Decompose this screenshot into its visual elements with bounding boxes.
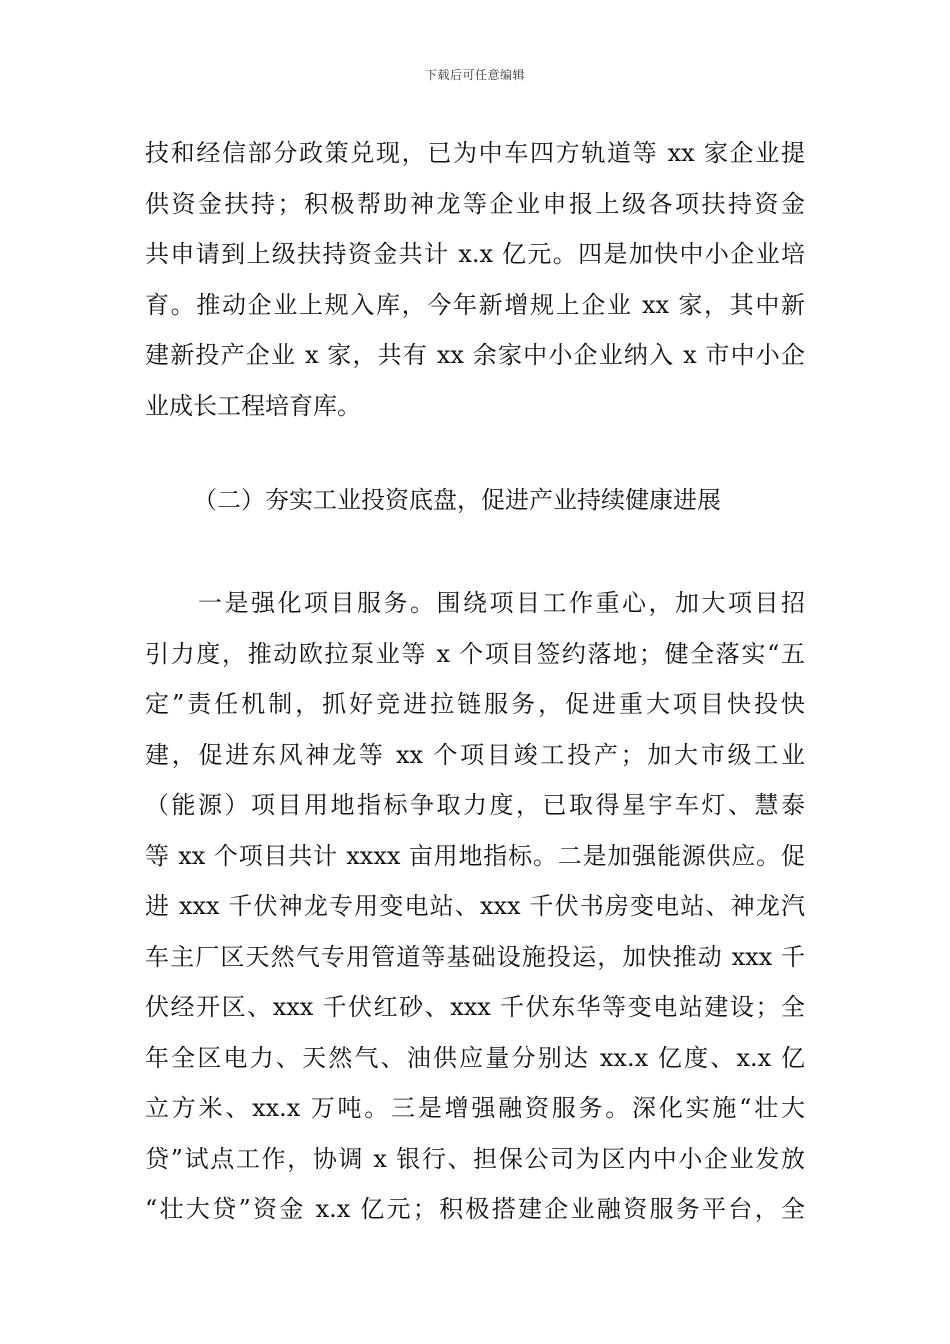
paragraph-2-line: 立方米、xx.x 万吨。三是增强融资服务。深化实施“壮大 xyxy=(145,1094,805,1122)
section-heading: （二）夯实工业投资底盘，促进产业持续健康进展 xyxy=(193,486,721,514)
paragraph-2-line: 引力度，推动欧拉泵业等 x 个项目签约落地；健全落实“五 xyxy=(145,639,805,668)
paragraph-2-line: 伏经开区、xxx 千伏红砂、xxx 千伏东华等变电站建设；全 xyxy=(145,993,805,1021)
paragraph-2-line: 等 xx 个项目共计 xxxx 亩用地指标。二是加强能源供应。促 xyxy=(145,841,805,870)
paragraph-2-line: 定”责任机制，抓好竞进拉链服务，促进重大项目快投快 xyxy=(145,690,805,718)
paragraph-2-line: 进 xxx 千伏神龙专用变电站、xxx 千伏书房变电站、神龙汽 xyxy=(145,892,805,920)
paragraph-2-line: 建，促进东风神龙等 xx 个项目竣工投产；加大市级工业 xyxy=(145,740,805,769)
paragraph-2-line: 一是强化项目服务。围绕项目工作重心，加大项目招 xyxy=(145,589,805,617)
paragraph-2-line: （能源）项目用地指标争取力度，已取得星宇车灯、慧泰 xyxy=(145,791,805,819)
paragraph-2 xyxy=(145,578,805,1235)
paragraph-1-line: 供资金扶持；积极帮助神龙等企业申报上级各项扶持资金 xyxy=(145,189,805,218)
paragraph-2-line: 车主厂区天然气专用管道等基础设施投运，加快推动 xxx 千 xyxy=(145,942,805,971)
paragraph-1-line: 共申请到上级扶持资金共计 x.x 亿元。四是加快中小企业培 xyxy=(145,240,805,268)
paragraph-2-line: 贷”试点工作，协调 x 银行、担保公司为区内中小企业发放 xyxy=(145,1144,805,1173)
paragraph-1-line: 建新投产企业 x 家，共有 xx 余家中小企业纳入 x 市中小企 xyxy=(145,341,805,369)
paragraph-2-line: “壮大贷”资金 x.x 亿元；积极搭建企业融资服务平台，全 xyxy=(145,1195,805,1223)
paragraph-1 xyxy=(145,128,805,431)
page-header-note: 下载后可任意编辑 xyxy=(424,68,525,82)
paragraph-1-line: 育。推动企业上规入库，今年新增规上企业 xx 家，其中新 xyxy=(145,290,805,319)
paragraph-2-line: 年全区电力、天然气、油供应量分别达 xx.x 亿度、x.x 亿 xyxy=(145,1043,805,1072)
paragraph-1-line: 业成长工程培育库。 xyxy=(145,391,361,420)
paragraph-1-line: 技和经信部分政策兑现，已为中车四方轨道等 xx 家企业提 xyxy=(145,139,805,167)
